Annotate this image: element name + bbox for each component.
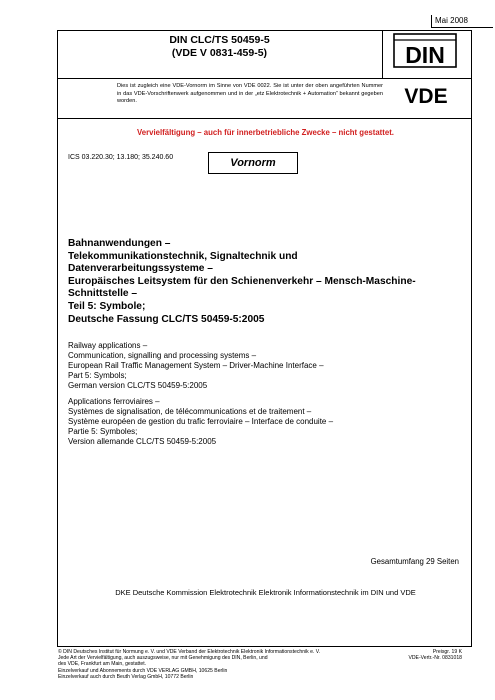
title-fr-line: Applications ferroviaires – xyxy=(68,397,160,406)
title-de-line: Deutsche Fassung CLC/TS 50459-5:2005 xyxy=(68,313,265,325)
din-logo-icon xyxy=(393,33,457,68)
din-number: DIN CLC/TS 50459-5 xyxy=(169,34,270,46)
total-pages: Gesamtumfang 29 Seiten xyxy=(370,557,459,566)
divider-header xyxy=(57,78,472,79)
title-de-line: Schnittstelle – xyxy=(68,288,138,300)
ics-codes: ICS 03.220.30; 13.180; 35.240.60 xyxy=(68,154,174,161)
price-group: Preisgr. 19 K xyxy=(432,649,462,655)
divider-vde-note xyxy=(57,118,472,119)
title-de-line: Telekommunikationstechnik, Signaltechnik und xyxy=(68,250,298,262)
title-english xyxy=(68,341,463,391)
reproduction-notice: Vervielfältigung – auch für innerbetriebliche Zwecke – nicht gestattet. xyxy=(137,128,394,137)
footer-line: des VDE, Frankfurt am Main, gestattet. xyxy=(58,661,147,668)
title-fr-line: Version allemande CLC/TS 50459-5:2005 xyxy=(68,437,217,446)
title-en-line: Communication, signalling and processing systems – xyxy=(68,351,257,360)
vde-logo-icon xyxy=(393,83,459,107)
footer-copyright xyxy=(58,649,398,680)
din-logo-text: DIN xyxy=(405,42,445,68)
title-german xyxy=(68,238,463,326)
footer-line: Einzelverkauf und Abonnements durch VDE VERLAG GMBH, 10625 Berlin xyxy=(58,667,228,674)
title-french xyxy=(68,397,463,447)
vde-note: Dies ist zugleich eine VDE-Vornorm im Sinne von VDE 0022. Sie ist unter der oben angeführten Nummer in das VDE-Vorschriftenwerk aufgenommen und in der „etz Elektrotechnik + Automation“ bekannt gegeben worden. xyxy=(117,83,383,105)
footer-line: Jede Art der Vervielfältigung, auch auszugsweise, nur mit Genehmigung des DIN, Berlin, und xyxy=(58,655,268,662)
title-fr-line: Système européen de gestion du trafic ferroviaire – Interface de conduite – xyxy=(68,417,334,426)
title-fr-line: Systèmes de signalisation, de télécommunications et de traitement – xyxy=(68,407,312,416)
title-de-line: Europäisches Leitsystem für den Schienenverkehr – Mensch-Maschine- xyxy=(68,275,416,287)
title-de-line: Teil 5: Symbole; xyxy=(68,300,146,312)
footer-line: © DIN Deutsches Institut für Normung e. V. und VDE Verband der Elektrotechnik Elektronik Informationstechnik e. V. xyxy=(58,649,321,655)
title-de-line: Datenverarbeitungssysteme – xyxy=(68,263,213,275)
document-number xyxy=(58,34,381,60)
title-en-line: German version CLC/TS 50459-5:2005 xyxy=(68,381,208,390)
vde-order-number: VDE-Vertr.-Nr. 0831018 xyxy=(408,655,462,662)
footer-price xyxy=(392,649,462,661)
dke-commission: DKE Deutsche Kommission Elektrotechnik Elektronik Informationstechnik im DIN und VDE xyxy=(115,588,416,597)
title-en-line: European Rail Traffic Management System – Driver-Machine Interface – xyxy=(68,361,324,370)
status-badge: Vornorm xyxy=(208,152,298,174)
title-fr-line: Partie 5: Symboles; xyxy=(68,427,138,436)
document-frame xyxy=(57,30,472,647)
vde-logo-text: VDE xyxy=(404,85,448,107)
divider-logo-column xyxy=(382,30,383,78)
title-de-line: Bahnanwendungen – xyxy=(68,238,171,249)
title-en-line: Part 5: Symbols; xyxy=(68,371,127,380)
title-en-line: Railway applications – xyxy=(68,341,148,350)
vde-number: (VDE V 0831-459-5) xyxy=(171,47,268,59)
footer-line: Einzelverkauf auch durch Beuth Verlag GmbH, 10772 Berlin xyxy=(58,673,194,680)
publication-date: Mai 2008 xyxy=(431,15,493,28)
